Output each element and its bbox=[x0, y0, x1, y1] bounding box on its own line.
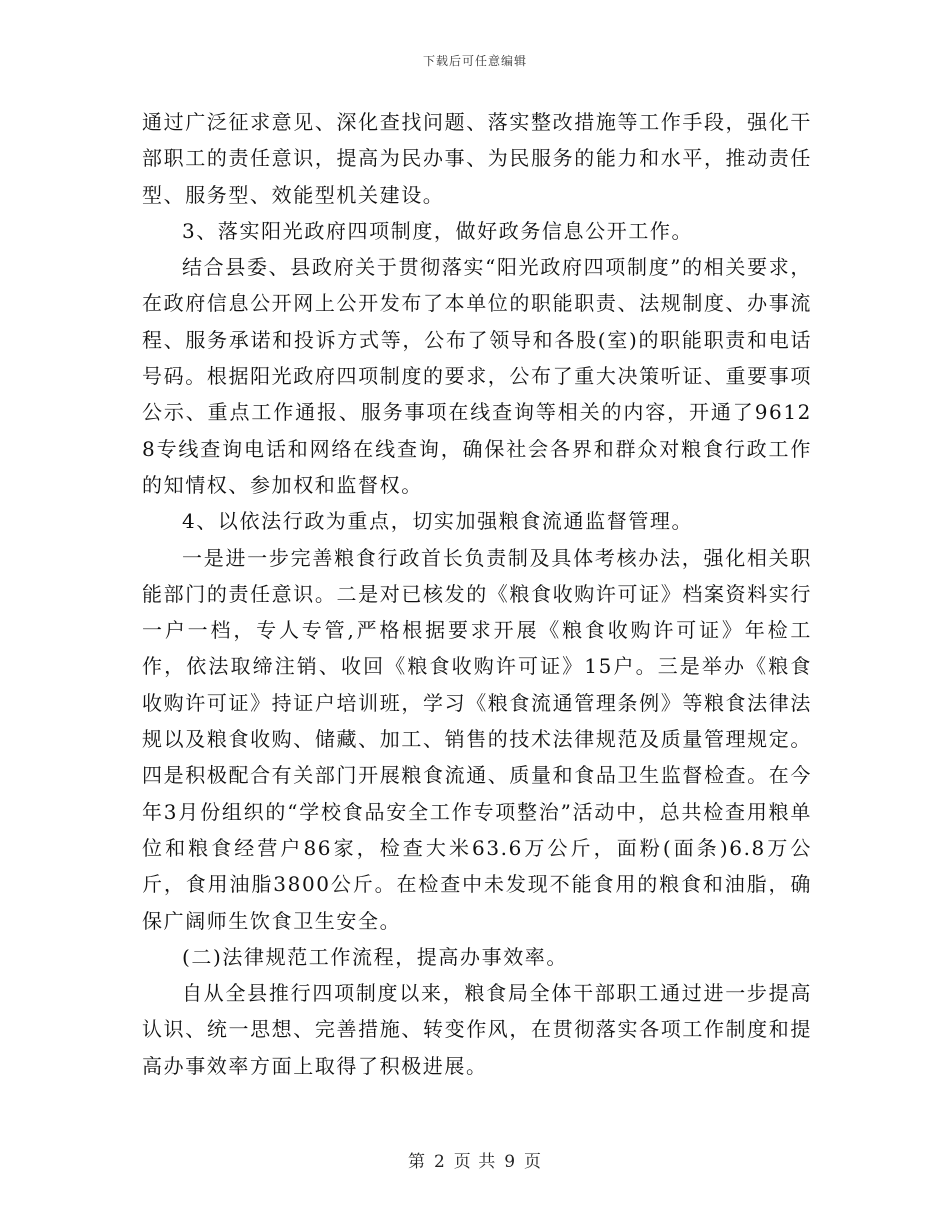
paragraph-3: 结合县委、县政府关于贯彻落实“阳光政府四项制度”的相关要求，在政府信息公开网上公开发布了本单位的职能职责、法规制度、办事流程、服务承诺和投诉方式等，公布了领导和各股(室)的职能职责和电话号码。根据阳光政府四项制度的要求，公布了重大决策听证、重要事项公示、重点工作通报、服务事项在线查询等相关的内容，开通了96128专线查询电话和网络在线查询，确保社会各界和群众对粮食行政工作的知情权、参加权和监督权。 bbox=[142, 255, 812, 497]
page-label-pre: 第 bbox=[407, 1152, 426, 1172]
document-body bbox=[142, 104, 812, 1084]
page-number-footer bbox=[0, 1147, 950, 1172]
page-header: 下载后可任意编辑 bbox=[422, 54, 527, 68]
paragraph-1: 通过广泛征求意见、深化查找问题、落实整改措施等工作手段，强化干部职工的责任意识，提高为民办事、为民服务的能力和水平，推动责任型、服务型、效能型机关建设。 bbox=[142, 110, 812, 207]
paragraph-4-heading: 4、以依法行政为重点，切实加强粮食流通监督管理。 bbox=[182, 509, 694, 534]
paragraph-2-heading: 3、落实阳光政府四项制度，做好政务信息公开工作。 bbox=[182, 218, 694, 243]
paragraph-5: 一是进一步完善粮食行政首长负责制及具体考核办法，强化相关职能部门的责任意识。二是对已核发的《粮食收购许可证》档案资料实行一户一档，专人专管,严格根据要求开展《粮食收购许可证》年检工作，依法取缔注销、收回《粮食收购许可证》15户。三是举办《粮食收购许可证》持证户培训班，学习《粮食流通管理条例》等粮食法律法规以及粮食收购、储藏、加工、销售的技术法律规范及质量管理规定。四是积极配合有关部门开展粮食流通、质量和食品卫生监督检查。在今年3月份组织的“学校食品安全工作专项整治”活动中，总共检查用粮单位和粮食经营户86家，检查大米63.6万公斤，面粉(面条)6.8万公斤，食用油脂3800公斤。在检查中未发现不能食用的粮食和油脂，确保广阔师生饮食卫生安全。 bbox=[142, 545, 812, 933]
page-label-post: 页 bbox=[524, 1152, 543, 1172]
page-current: 2 bbox=[433, 1152, 446, 1172]
paragraph-7: 自从全县推行四项制度以来，粮食局全体干部职工通过进一步提高认识、统一思想、完善措施、转变作风，在贯彻落实各项工作制度和提高办事效率方面上取得了积极进展。 bbox=[142, 981, 812, 1078]
paragraph-6-heading: (二)法律规范工作流程，提高办事效率。 bbox=[182, 944, 569, 969]
page-label-mid: 页 共 bbox=[453, 1152, 497, 1172]
page-total: 9 bbox=[504, 1152, 517, 1172]
